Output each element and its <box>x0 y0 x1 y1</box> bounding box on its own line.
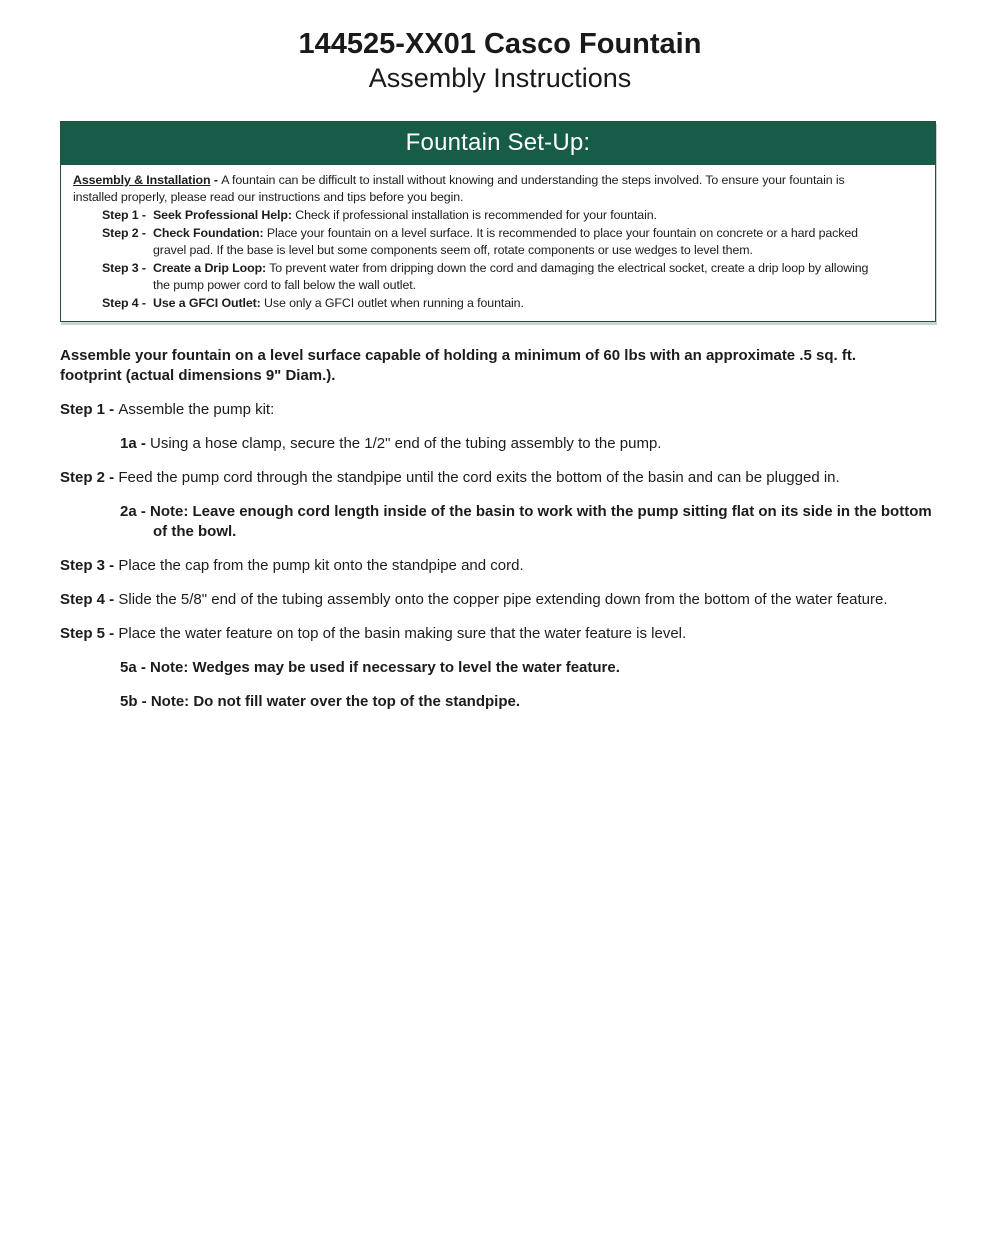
setup-box-body <box>61 165 935 321</box>
assembly-step-5 <box>60 624 940 644</box>
setup-step-4-label: Step 4 - <box>102 296 146 310</box>
assembly-step-5a <box>120 658 940 678</box>
assembly-step-3 <box>60 556 940 576</box>
setup-step-3-text <box>153 260 925 294</box>
assembly-instructions <box>60 346 940 712</box>
assembly-step-2a-label: 2a - <box>120 503 151 520</box>
setup-step-1-label: Step 1 - <box>102 208 146 222</box>
assembly-step-5a-label: 5a - <box>120 659 151 676</box>
setup-step-1-lead: Seek Professional Help: <box>153 208 292 222</box>
setup-step-4-lead: Use a GFCI Outlet: <box>153 296 261 310</box>
assembly-step-2-label: Step 2 - <box>60 469 119 486</box>
setup-step-2-text <box>153 225 925 259</box>
assembly-step-2-text: Feed the pump cord through the standpipe until the cord exits the bottom of the basin and can be plugged in. <box>118 469 840 486</box>
setup-step-2-lead: Check Foundation: <box>153 226 264 240</box>
assembly-step-1a-label: 1a - <box>120 435 151 452</box>
setup-intro-paragraph <box>73 172 925 206</box>
assembly-step-1-text: Assemble the pump kit: <box>118 401 275 418</box>
document-header <box>0 0 1000 94</box>
setup-step-3-body-line2: the pump power cord to fall below the wall outlet. <box>153 278 416 292</box>
setup-intro-dash: - <box>210 173 222 187</box>
setup-step-1 <box>73 207 925 224</box>
assembly-step-5a-text: Note: Wedges may be used if necessary to level the water feature. <box>150 659 620 676</box>
setup-box-title: Fountain Set-Up: <box>61 122 935 165</box>
assembly-step-5b-label: 5b - <box>120 693 151 710</box>
setup-intro-text-line2: installed properly, please read our instructions and tips before you begin. <box>73 190 464 204</box>
setup-step-2-body-line1: Place your fountain on a level surface. It is recommended to place your fountain on concrete or a hard packed <box>263 226 858 240</box>
setup-step-2 <box>73 225 925 259</box>
assembly-intro-line2: footprint (actual dimensions 9" Diam.). <box>60 367 336 384</box>
assembly-step-5b-text: Note: Do not fill water over the top of the standpipe. <box>150 693 521 710</box>
setup-step-1-body: Check if professional installation is recommended for your fountain. <box>291 208 657 222</box>
setup-step-3-lead: Create a Drip Loop: <box>153 261 267 275</box>
setup-intro-text-line1: A fountain can be difficult to install without knowing and understanding the steps involved. To ensure your fountain is <box>221 173 845 187</box>
assembly-step-5-text: Place the water feature on top of the basin making sure that the water feature is level. <box>118 625 687 642</box>
assembly-step-3-label: Step 3 - <box>60 557 119 574</box>
setup-step-3-label: Step 3 - <box>102 261 146 275</box>
assembly-step-4-label: Step 4 - <box>60 591 119 608</box>
document-title: 144525-XX01 Casco Fountain <box>298 28 702 60</box>
setup-step-4-body: Use only a GFCI outlet when running a fountain. <box>260 296 524 310</box>
assembly-step-1 <box>60 400 940 420</box>
setup-intro-lead: Assembly & Installation <box>73 173 211 187</box>
fountain-setup-box <box>60 121 936 322</box>
document-subtitle: Assembly Instructions <box>368 63 632 93</box>
setup-step-4-text <box>153 295 925 312</box>
setup-step-2-body-line2: gravel pad. If the base is level but some components seem off, rotate components or use wedges to level them. <box>153 243 753 257</box>
assembly-step-2 <box>60 468 940 488</box>
assembly-step-2a-text-line2: of the bowl. <box>153 523 237 540</box>
assembly-step-1a <box>120 434 940 454</box>
assembly-step-1-label: Step 1 - <box>60 401 119 418</box>
assembly-intro-line1: Assemble your fountain on a level surface capable of holding a minimum of 60 lbs with an approximate .5 sq. ft. <box>60 347 856 364</box>
setup-step-3-body-line1: To prevent water from dripping down the cord and damaging the electrical socket, create a drip loop by allowing <box>266 261 869 275</box>
assembly-step-2a <box>120 502 940 542</box>
setup-step-4 <box>73 295 925 312</box>
assembly-intro-paragraph <box>60 346 940 386</box>
assembly-step-4 <box>60 590 940 610</box>
assembly-step-3-text: Place the cap from the pump kit onto the standpipe and cord. <box>118 557 524 574</box>
assembly-step-4-text: Slide the 5/8" end of the tubing assembly onto the copper pipe extending down from the bottom of the water feature. <box>118 591 888 608</box>
setup-step-3 <box>73 260 925 294</box>
assembly-step-5-label: Step 5 - <box>60 625 119 642</box>
assembly-step-1a-text: Using a hose clamp, secure the 1/2" end of the tubing assembly to the pump. <box>150 435 662 452</box>
assembly-step-2a-text-line1: Note: Leave enough cord length inside of the basin to work with the pump sitting flat on its side in the bottom <box>150 503 932 520</box>
setup-step-2-label: Step 2 - <box>102 226 146 240</box>
assembly-step-5b <box>120 692 940 712</box>
setup-step-1-text <box>153 207 925 224</box>
